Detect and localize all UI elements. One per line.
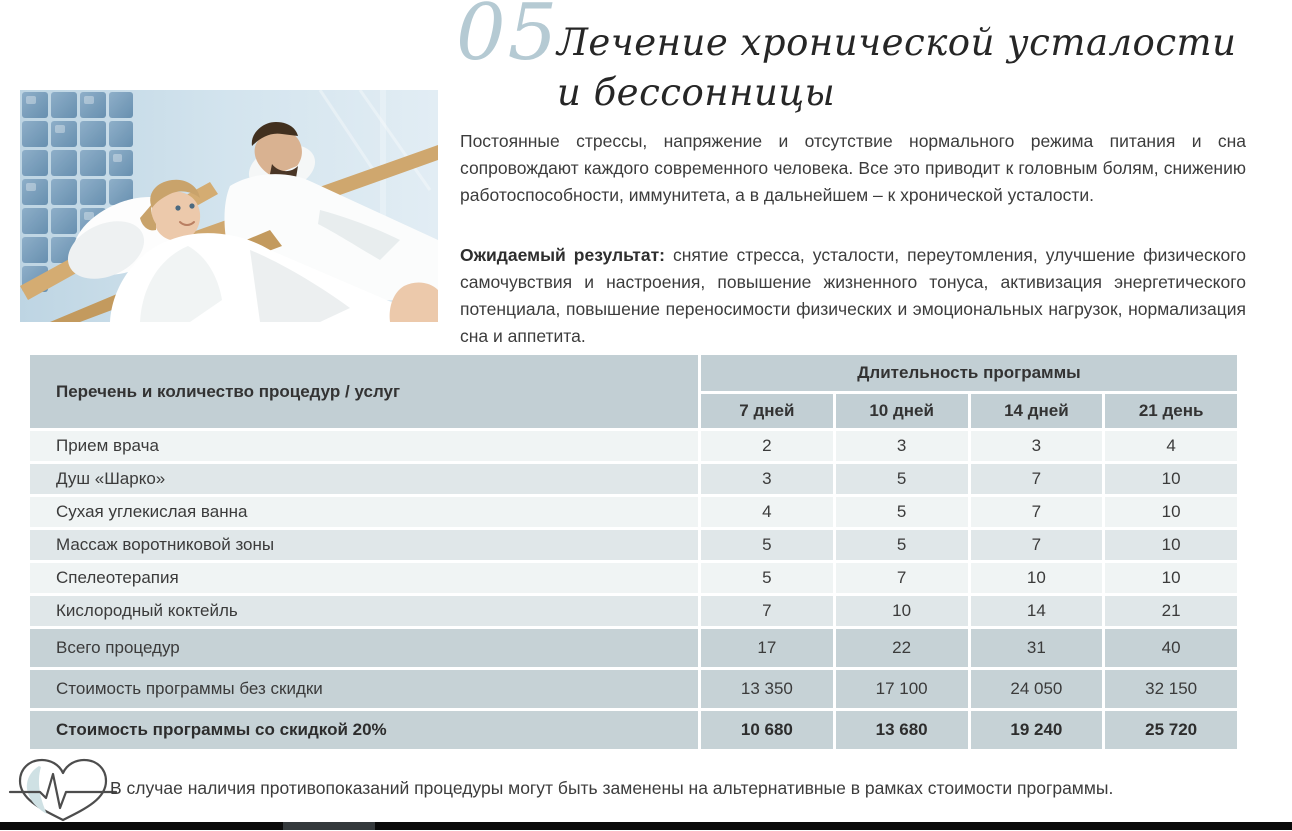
summary-value: 10 680 [701, 711, 833, 749]
procedure-count: 3 [971, 431, 1103, 461]
summary-label: Стоимость программы без скидки [30, 670, 698, 708]
summary-label: Стоимость программы со скидкой 20% [30, 711, 698, 749]
procedure-count: 4 [1105, 431, 1237, 461]
procedure-label: Спелеотерапия [30, 563, 698, 593]
summary-label: Всего процедур [30, 629, 698, 667]
procedure-count: 14 [971, 596, 1103, 626]
summary-row-total [30, 629, 1237, 667]
horizontal-scrollbar [0, 822, 1292, 830]
section-number: 05 [456, 0, 560, 78]
procedure-count: 5 [836, 497, 968, 527]
expected-result-lead: Ожидаемый результат: [460, 245, 666, 265]
footer-note-text: В случае наличия противопоказаний процедуры могут быть заменены на альтернативные в рамках стоимости программы. [110, 778, 1114, 798]
footer-note [8, 756, 1278, 824]
summary-value: 25 720 [1105, 711, 1237, 749]
procedure-count: 10 [1105, 497, 1237, 527]
procedure-count: 3 [836, 431, 968, 461]
procedure-count: 4 [701, 497, 833, 527]
procedure-count: 7 [971, 464, 1103, 494]
duration-header-7days: 7 дней [701, 394, 833, 428]
procedure-count: 10 [971, 563, 1103, 593]
procedure-count: 3 [701, 464, 833, 494]
summary-value: 17 [701, 629, 833, 667]
procedure-count: 7 [836, 563, 968, 593]
procedure-count: 10 [1105, 464, 1237, 494]
summary-value: 31 [971, 629, 1103, 667]
summary-row-price [30, 670, 1237, 708]
procedure-count: 10 [1105, 563, 1237, 593]
procedure-label: Душ «Шарко» [30, 464, 698, 494]
table-row [30, 563, 1237, 593]
table-group-header: Длительность программы [701, 355, 1237, 391]
heart-ekg-icon [8, 756, 118, 824]
summary-value: 32 150 [1105, 670, 1237, 708]
procedure-count: 7 [971, 497, 1103, 527]
table-row [30, 530, 1237, 560]
page-title-line1: Лечение хронической усталости [557, 21, 1237, 64]
scrollbar-thumb[interactable] [283, 822, 375, 830]
page-title-line2: и бессонницы [557, 71, 836, 114]
summary-value: 13 350 [701, 670, 833, 708]
program-table [27, 352, 1240, 752]
spa-photo [20, 90, 438, 322]
duration-header-21days: 21 день [1105, 394, 1237, 428]
procedure-count: 7 [701, 596, 833, 626]
procedure-count: 5 [836, 530, 968, 560]
summary-row-discount-price [30, 711, 1237, 749]
procedure-count: 21 [1105, 596, 1237, 626]
table-row [30, 497, 1237, 527]
procedure-label: Кислородный коктейль [30, 596, 698, 626]
procedure-count: 10 [1105, 530, 1237, 560]
procedure-count: 2 [701, 431, 833, 461]
procedure-label: Прием врача [30, 431, 698, 461]
summary-value: 17 100 [836, 670, 968, 708]
table-row [30, 431, 1237, 461]
expected-result-paragraph [460, 242, 1246, 350]
summary-value: 40 [1105, 629, 1237, 667]
expected-result-text: снятие стресса, усталости, переутомления, улучшение физического самочувствия и настроения, повышение жизненного тонуса, активизация энергетического потенциала, повышение переносимости физических и эмоциональных нагрузок, нормализация сна и аппетита. [460, 245, 1247, 346]
summary-value: 19 240 [971, 711, 1103, 749]
procedure-count: 5 [701, 530, 833, 560]
summary-value: 13 680 [836, 711, 968, 749]
procedure-count: 10 [836, 596, 968, 626]
table-row [30, 596, 1237, 626]
table-row [30, 464, 1237, 494]
summary-value: 24 050 [971, 670, 1103, 708]
intro-paragraph: Постоянные стрессы, напряжение и отсутствие нормального режима питания и сна сопровождают каждого современного человека. Все это приводит к головным болям, снижению работоспособности, иммунитета, а в дальнейшем – к хронической усталости. [460, 131, 1246, 205]
summary-value: 22 [836, 629, 968, 667]
duration-header-14days: 14 дней [971, 394, 1103, 428]
procedure-count: 5 [836, 464, 968, 494]
page-title [557, 18, 1236, 118]
procedure-label: Массаж воротниковой зоны [30, 530, 698, 560]
procedure-label: Сухая углекислая ванна [30, 497, 698, 527]
table-col1-header: Перечень и количество процедур / услуг [30, 355, 698, 428]
procedure-count: 7 [971, 530, 1103, 560]
spa-photo-illustration [20, 90, 438, 322]
duration-header-10days: 10 дней [836, 394, 968, 428]
procedure-count: 5 [701, 563, 833, 593]
